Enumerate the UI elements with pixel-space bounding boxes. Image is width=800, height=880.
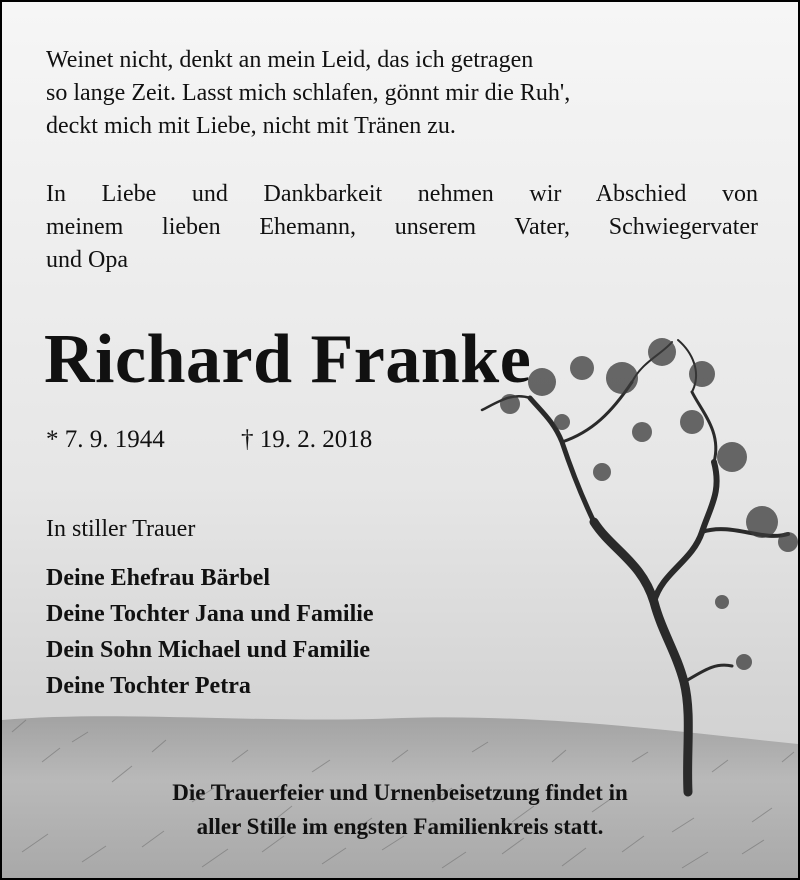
poem-line: deckt mich mit Liebe, nicht mit Tränen zu. — [46, 113, 456, 139]
poem-line: so lange Zeit. Lasst mich schlafen, gönnt mir die Ruh', — [46, 80, 571, 106]
notice-line: aller Stille im engsten Familienkreis statt. — [196, 814, 604, 839]
poem-verse — [46, 44, 570, 143]
deceased-name: Richard Franke — [44, 321, 532, 398]
notice-line: Die Trauerfeier und Urnenbeisetzung findet in — [172, 780, 628, 805]
funeral-notice — [2, 776, 798, 844]
life-dates — [46, 426, 372, 454]
intro-line: und Opa — [46, 247, 128, 273]
mourner-entry: Deine Tochter Petra — [46, 673, 251, 699]
mourner-entry: Dein Sohn Michael und Familie — [46, 637, 371, 663]
mourners-list — [46, 560, 374, 704]
poem-line: Weinet nicht, denkt an mein Leid, das ich getragen — [46, 47, 534, 73]
intro-line: meinem lieben Ehemann, unserem Vater, Schwiegervater — [46, 214, 758, 240]
mourner-entry: Deine Ehefrau Bärbel — [46, 565, 270, 591]
death-date: † 19. 2. 2018 — [241, 426, 373, 453]
mourner-entry: Deine Tochter Jana und Familie — [46, 601, 374, 627]
farewell-intro — [46, 178, 758, 277]
intro-line: In Liebe und Dankbarkeit nehmen wir Abschied von — [46, 181, 758, 207]
birth-date: * 7. 9. 1944 — [46, 426, 165, 453]
mourning-label: In stiller Trauer — [46, 516, 196, 542]
